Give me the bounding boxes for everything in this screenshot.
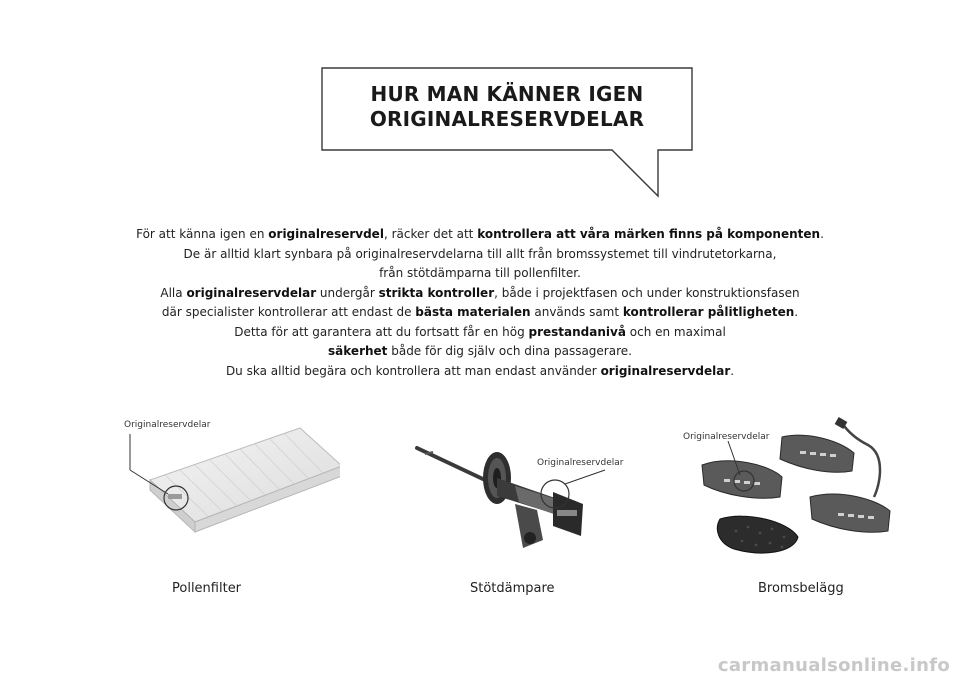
bold-run: kontrollerar pålitligheten — [622, 305, 795, 319]
text-run: undergår — [316, 285, 379, 300]
text-run: där specialister kontrollerar att endast de — [161, 305, 416, 319]
callout-label: Originalreservdelar — [124, 420, 211, 430]
intro-line — [110, 284, 850, 304]
caption-bromsbelagg: Bromsbelägg — [758, 581, 844, 596]
text-run: . — [730, 363, 735, 378]
caption-pollenfilter: Pollenfilter — [172, 581, 242, 596]
intro-text — [110, 225, 850, 381]
text-run: , räcker det att — [383, 227, 478, 241]
text-run: används samt — [530, 305, 623, 319]
text-run: och en maximal — [625, 324, 726, 339]
intro-line: De är alltid klart synbara på originalreservdelarna till allt från bromssystemet till vindrutetorkarna, — [183, 246, 777, 261]
title-line-2: ORIGINALRESERVDELAR — [369, 107, 645, 131]
callout-label: Originalreservdelar — [683, 432, 770, 442]
pollen-filter-image — [110, 410, 340, 560]
text-run: . — [794, 305, 799, 319]
text-run: Du ska alltid begära och kontrollera att man endast använder — [225, 363, 601, 378]
intro-line — [110, 362, 850, 382]
title-line-1: HUR MAN KÄNNER IGEN — [370, 82, 644, 106]
bold-run: bästa materialen — [415, 305, 531, 319]
callout-label: Originalreservdelar — [537, 458, 624, 468]
page-title — [322, 82, 692, 132]
intro-line — [110, 225, 850, 245]
caption-stotdampare: Stötdämpare — [470, 581, 555, 596]
watermark: carmanualsonline.info — [717, 655, 950, 676]
bold-run: säkerhet — [328, 344, 388, 358]
bold-run: originalreservdelar — [186, 285, 317, 300]
bold-run: prestandanivå — [528, 324, 626, 339]
text-run: Detta för att garantera att du fortsatt får en hög — [234, 324, 529, 339]
text-run: Alla — [160, 285, 187, 300]
intro-line: från stötdämparna till pollenfilter. — [379, 266, 581, 280]
bold-run: originalreservdelar — [600, 363, 731, 378]
text-run: både för dig själv och dina passagerare. — [387, 344, 632, 358]
bold-run: originalreservdel — [268, 227, 384, 241]
text-run: , både i projektfasen och under konstruktionsfasen — [494, 285, 800, 300]
intro-line — [110, 342, 850, 362]
text-run: . — [820, 227, 824, 241]
intro-line — [110, 323, 850, 343]
text-run: För att känna igen en — [136, 227, 269, 241]
bold-run: kontrollera att våra märken finns på komponenten — [477, 227, 821, 241]
bold-run: strikta kontroller — [378, 285, 495, 300]
intro-line — [110, 303, 850, 323]
